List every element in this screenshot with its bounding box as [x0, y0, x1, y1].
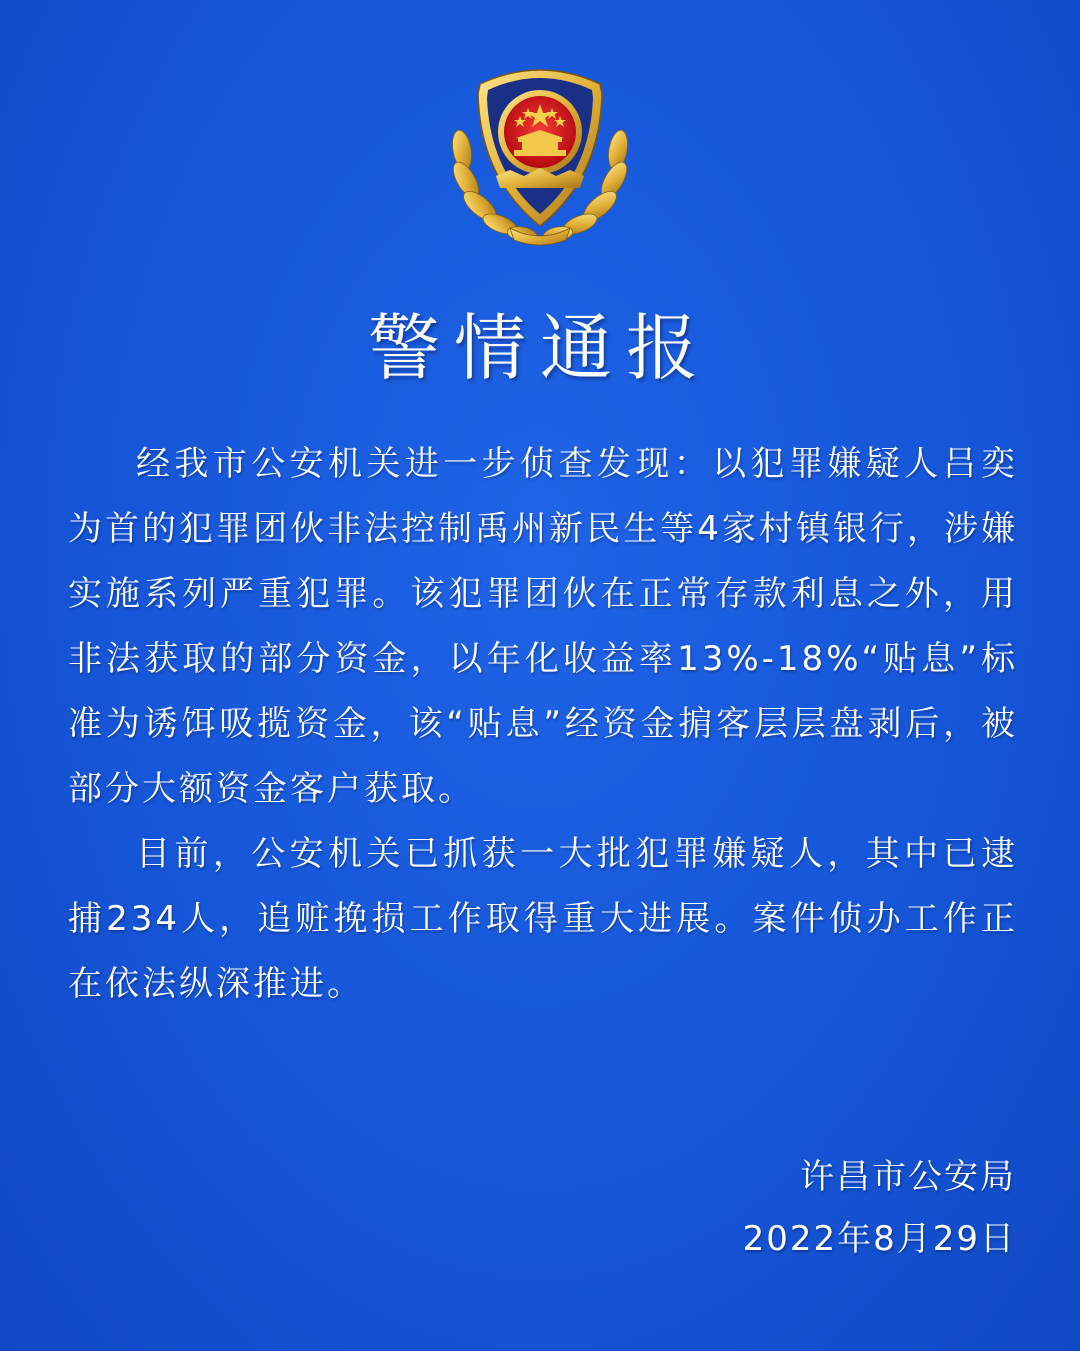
notice-body	[68, 432, 1018, 1017]
notice-signature	[743, 1146, 1016, 1270]
issuer-name: 许昌市公安局	[800, 1157, 1016, 1197]
police-emblem-icon	[440, 58, 640, 252]
notice-title: 警情通报	[367, 306, 712, 390]
notice-paragraph-2: 目前，公安机关已抓获一大批犯罪嫌疑人，其中已逮捕234人，追赃挽损工作取得重大进展。案件侦办工作正在依法纵深推进。	[68, 834, 1018, 1004]
notice-paragraph-1: 经我市公安机关进一步侦查发现：以犯罪嫌疑人吕奕为首的犯罪团伙非法控制禹州新民生等4家村镇银行，涉嫌实施系列严重犯罪。该犯罪团伙在正常存款利息之外，用非法获取的部分资金，以年化收益率13%-18%“贴息”标准为诱饵吸揽资金，该“贴息”经资金掮客层层盘剥后，被部分大额资金客户获取。	[68, 444, 1018, 809]
issue-date: 2022年8月29日	[742, 1219, 1016, 1259]
